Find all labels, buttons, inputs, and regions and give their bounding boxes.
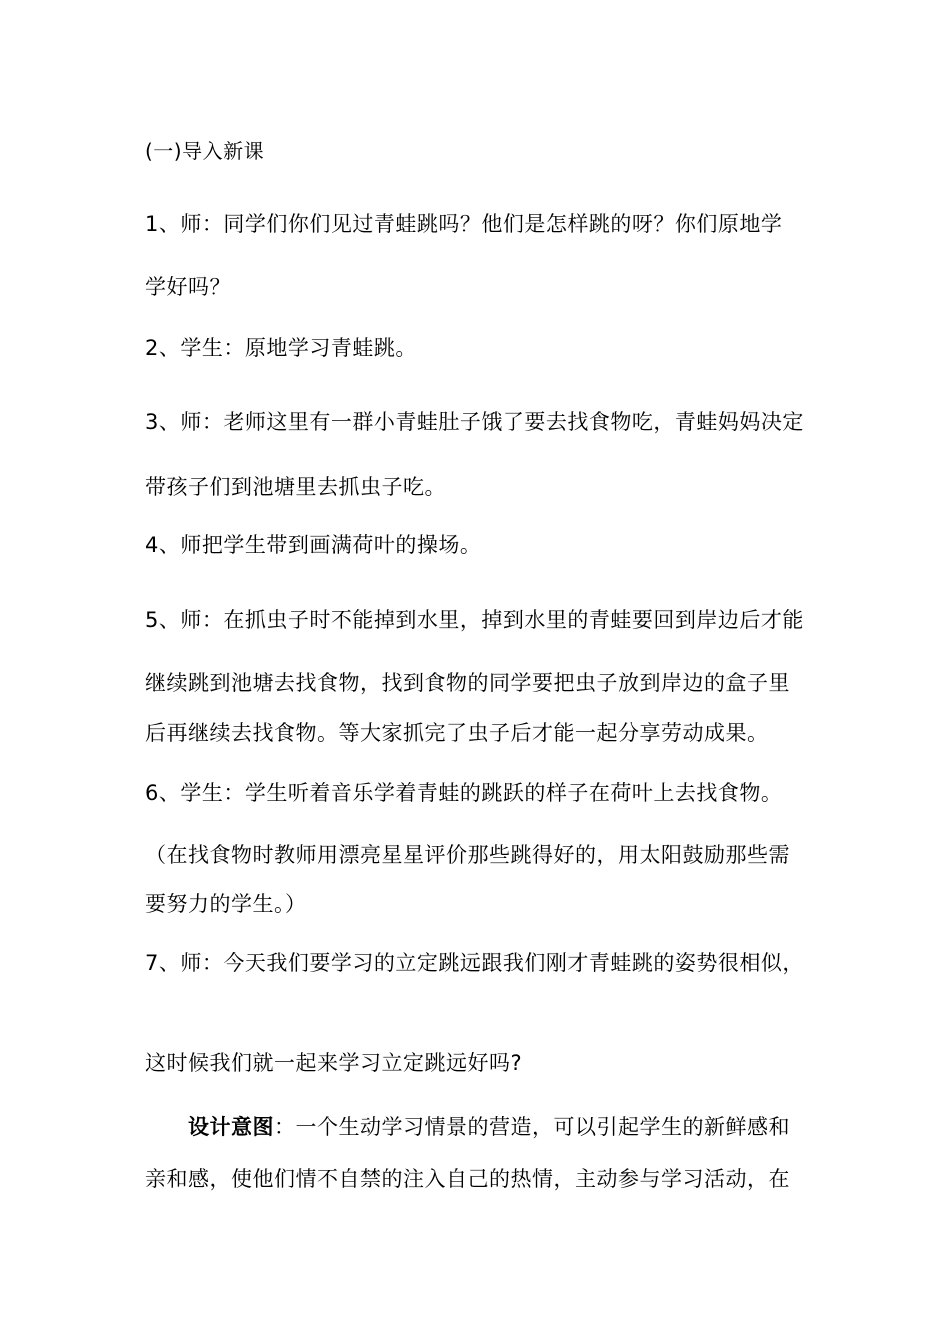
paragraph-line: 带孩子们到池塘里去抓虫子吃。	[145, 475, 446, 499]
design-intent-line	[188, 1112, 868, 1142]
paragraph-line: 2、学生：原地学习青蛙跳。	[145, 336, 417, 360]
paragraph-line: 后再继续去找食物。等大家抓完了虫子后才能一起分享劳动成果。	[145, 721, 769, 745]
design-intent-label: 设计意图	[188, 1115, 274, 1139]
paragraph-line: 学好吗？	[145, 275, 231, 299]
paragraph-line: 继续跳到池塘去找食物，找到食物的同学要把虫子放到岸边的盒子里	[145, 671, 790, 695]
paragraph-line: 要努力的学生。）	[145, 892, 307, 916]
paragraph-line: 4、师把学生带到画满荷叶的操场。	[145, 533, 482, 557]
paragraph-line: 1、师：同学们你们见过青蛙跳吗？他们是怎样跳的呀？你们原地学	[145, 212, 783, 236]
paragraph-line: 6、学生：学生听着音乐学着青蛙的跳跃的样子在荷叶上去找食物。	[145, 781, 783, 805]
paragraph-line: 这时候我们就一起来学习立定跳远好吗?	[145, 1051, 523, 1075]
design-intent-line: 亲和感，使他们情不自禁的注入自己的热情，主动参与学习活动，在	[145, 1167, 790, 1191]
paragraph-line: （在找食物时教师用漂亮星星评价那些跳得好的，用太阳鼓励那些需	[145, 843, 790, 867]
paragraph-line: 7、师：今天我们要学习的立定跳远跟我们刚才青蛙跳的姿势很相似，	[145, 951, 804, 975]
paragraph-line: 5、师：在抓虫子时不能掉到水里，掉到水里的青蛙要回到岸边后才能	[145, 608, 804, 632]
paragraph-line: 3、师：老师这里有一群小青蛙肚子饿了要去找食物吃，青蛙妈妈决定	[145, 410, 804, 434]
section-title: (一)导入新课	[145, 139, 265, 163]
design-intent-text: ：一个生动学习情景的营造，可以引起学生的新鲜感和	[274, 1115, 790, 1139]
